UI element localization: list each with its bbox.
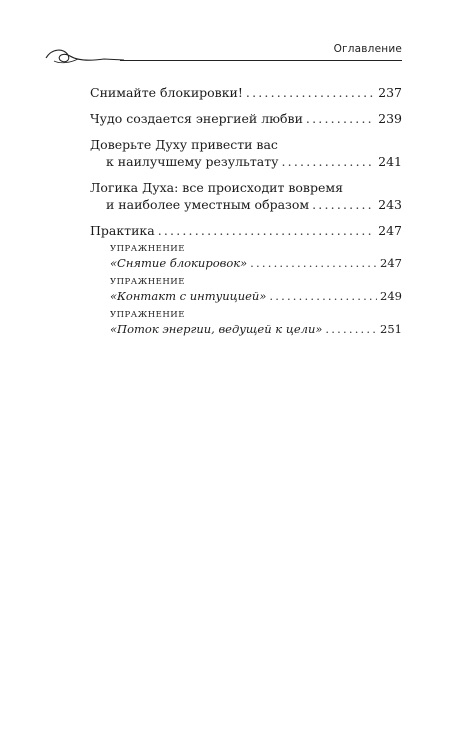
- dot-leader: [312, 196, 375, 213]
- exercise-label: УПРАЖНЕНИЕ: [110, 277, 185, 287]
- toc-page-number: 251: [380, 322, 402, 336]
- toc-entry-title-continued: к наилучшему результату: [106, 154, 279, 169]
- toc-exercise-entry[interactable]: [110, 276, 402, 304]
- toc-page-number: 241: [378, 154, 402, 169]
- dot-leader: [269, 288, 377, 304]
- toc-exercise-entry[interactable]: [110, 309, 402, 337]
- toc-entry-title: Доверьте Духу привести вас: [90, 137, 278, 152]
- table-of-contents: [90, 84, 402, 342]
- running-header: [44, 40, 402, 72]
- toc-page-number: 243: [378, 197, 402, 212]
- toc-entry-title: Логика Духа: все происходит вовремя: [90, 180, 343, 195]
- exercise-title: «Снятие блокировок»: [110, 256, 248, 270]
- header-rule: [120, 60, 402, 61]
- toc-entry[interactable]: [90, 84, 402, 101]
- toc-entry-title-continued: и наиболее уместным образом: [106, 197, 310, 212]
- dot-leader: [306, 110, 375, 127]
- exercise-label: УПРАЖНЕНИЕ: [110, 310, 185, 320]
- dot-leader: [158, 222, 375, 239]
- dot-leader: [250, 255, 377, 271]
- toc-page-number: 249: [380, 289, 402, 303]
- toc-page-number: 247: [380, 256, 402, 270]
- dot-leader: [325, 321, 377, 337]
- section-title: Оглавление: [333, 43, 402, 55]
- flourish-ornament-icon: [44, 46, 124, 66]
- exercise-label: УПРАЖНЕНИЕ: [110, 244, 185, 254]
- toc-entry-title: Чудо создается энергией любви: [90, 111, 303, 126]
- toc-entry[interactable]: [90, 179, 402, 213]
- toc-page-number: 237: [378, 85, 402, 100]
- dot-leader: [282, 153, 376, 170]
- toc-entry-title: Снимайте блокировки!: [90, 85, 243, 100]
- toc-entry[interactable]: [90, 136, 402, 170]
- exercise-title: «Контакт с интуицией»: [110, 289, 267, 303]
- toc-page-number: 247: [378, 223, 402, 238]
- dot-leader: [246, 84, 375, 101]
- toc-entry-title: Практика: [90, 223, 155, 238]
- toc-exercise-entry[interactable]: [110, 243, 402, 271]
- toc-entry[interactable]: [90, 222, 402, 239]
- toc-page-number: 239: [378, 111, 402, 126]
- exercise-title: «Поток энергии, ведущей к цели»: [110, 322, 323, 336]
- toc-entry[interactable]: [90, 110, 402, 127]
